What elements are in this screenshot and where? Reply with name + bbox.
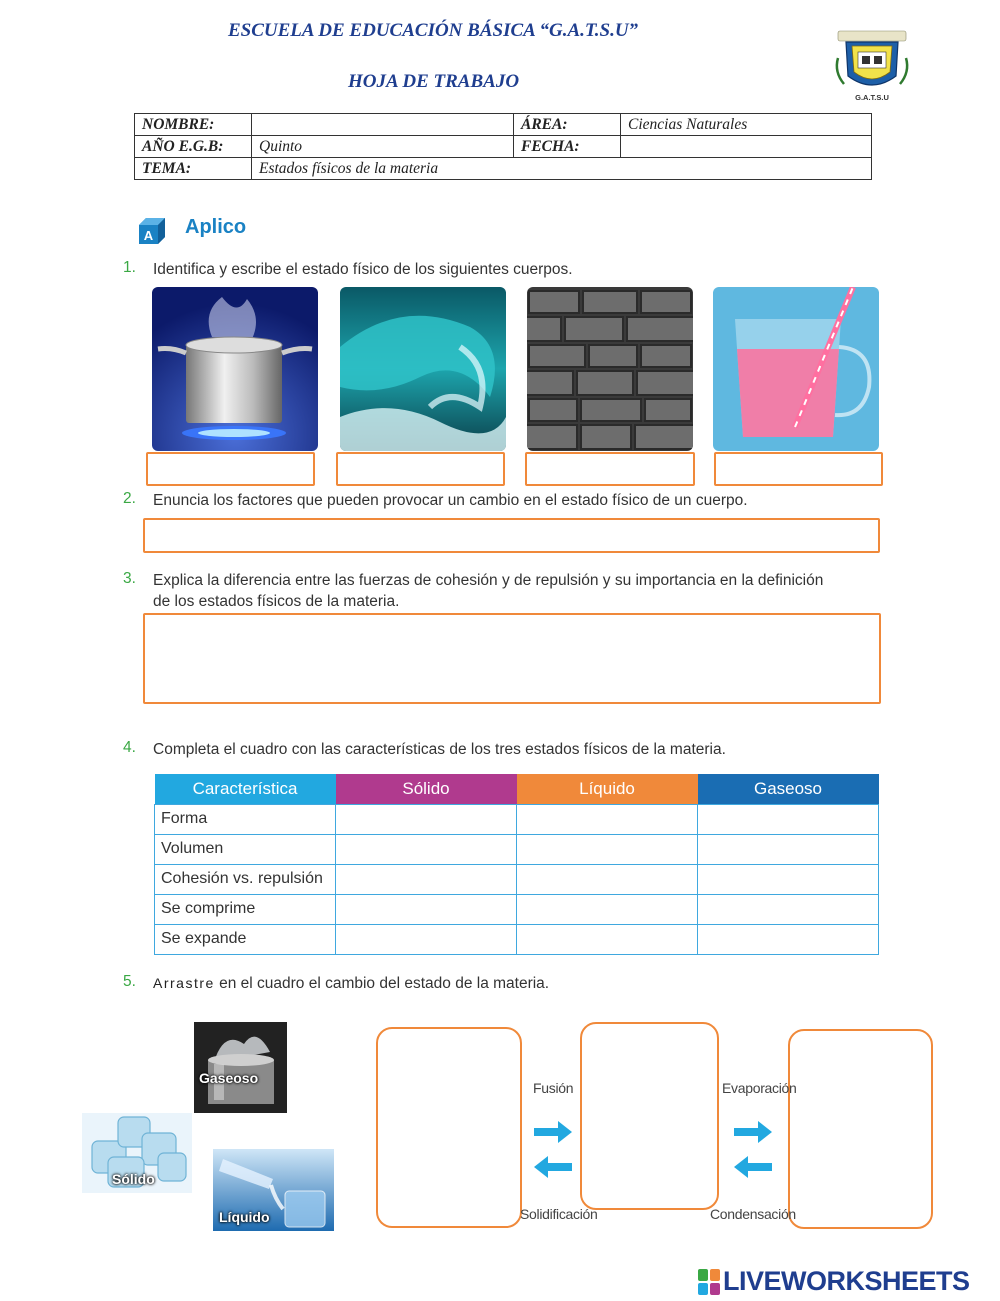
answer-box-wave[interactable] xyxy=(336,452,505,486)
drag-gaseoso-label: Gaseoso xyxy=(199,1070,259,1086)
cell-input[interactable] xyxy=(517,924,698,954)
label-evaporacion: Evaporación xyxy=(722,1080,797,1096)
q5-bold-word: Arrastre xyxy=(153,975,215,991)
q4-number: 4. xyxy=(123,739,136,756)
q2-answer-box[interactable] xyxy=(143,518,880,553)
fecha-value[interactable] xyxy=(621,136,872,158)
q4-text: Completa el cuadro con las características de los tres estados físicos de la materia. xyxy=(153,741,726,758)
cell-input[interactable] xyxy=(517,804,698,834)
q5-number: 5. xyxy=(123,973,136,990)
answer-box-wall[interactable] xyxy=(525,452,695,486)
q2-number: 2. xyxy=(123,490,136,507)
row-label-volumen: Volumen xyxy=(155,834,336,864)
photo-stone-wall xyxy=(527,287,693,451)
cell-input[interactable] xyxy=(517,834,698,864)
table-row xyxy=(155,894,879,924)
drag-solido-label: Sólido xyxy=(112,1171,155,1187)
photo-pink-drink xyxy=(713,287,879,451)
photo-boiling-pot xyxy=(152,287,318,451)
q1-text: Identifica y escribe el estado físico de los siguientes cuerpos. xyxy=(153,261,573,278)
anio-label: AÑO E.G.B: xyxy=(135,136,252,158)
cell-input[interactable] xyxy=(336,864,517,894)
drag-gaseoso[interactable] xyxy=(194,1022,287,1113)
cell-input[interactable] xyxy=(698,894,879,924)
drop-box-3[interactable] xyxy=(788,1029,933,1229)
section-icon-letter: A xyxy=(143,228,154,243)
photo-ocean-wave xyxy=(340,287,506,451)
nombre-value[interactable] xyxy=(252,114,514,136)
drag-liquido-label: Líquido xyxy=(219,1209,270,1225)
cell-input[interactable] xyxy=(517,894,698,924)
liveworksheets-logo xyxy=(697,1266,970,1297)
row-label-cohesion: Cohesión vs. repulsión xyxy=(155,864,336,894)
q3-answer-box[interactable] xyxy=(143,613,881,704)
cell-input[interactable] xyxy=(698,924,879,954)
liveworksheets-text: LIVEWORKSHEETS xyxy=(723,1266,970,1296)
row-label-forma: Forma xyxy=(155,804,336,834)
q3-text-line1: Explica la diferencia entre las fuerzas de cohesión y de repulsión y su importancia en la definición xyxy=(153,572,824,589)
label-solidificacion: Solidificación xyxy=(520,1206,598,1222)
header-solido: Sólido xyxy=(336,774,517,804)
label-condensacion: Condensación xyxy=(710,1206,796,1222)
table-row xyxy=(155,924,879,954)
table-row xyxy=(155,804,879,834)
sheet-title: HOJA DE TRABAJO xyxy=(348,71,520,92)
table-row xyxy=(155,834,879,864)
arrow-left-icon xyxy=(732,1155,774,1184)
row-label-comprime: Se comprime xyxy=(155,894,336,924)
q2-text: Enuncia los factores que pueden provocar un cambio en el estado físico de un cuerpo. xyxy=(153,492,748,509)
q1-number: 1. xyxy=(123,259,136,276)
q3-number: 3. xyxy=(123,570,136,587)
drag-solido[interactable] xyxy=(82,1113,192,1193)
fecha-label: FECHA: xyxy=(514,136,621,158)
area-label: ÁREA: xyxy=(514,114,621,136)
cell-input[interactable] xyxy=(336,804,517,834)
q5-text-rest: en el cuadro el cambio del estado de la materia. xyxy=(214,975,550,992)
cube-icon xyxy=(136,216,166,246)
label-fusion: Fusión xyxy=(533,1080,574,1096)
answer-box-drink[interactable] xyxy=(714,452,883,486)
cell-input[interactable] xyxy=(336,924,517,954)
drop-box-1[interactable] xyxy=(376,1027,522,1228)
cell-input[interactable] xyxy=(517,864,698,894)
section-title: Aplico xyxy=(185,216,247,238)
liveworksheets-icon xyxy=(697,1267,721,1297)
header-gaseoso: Gaseoso xyxy=(698,774,879,804)
q3-text-line2: de los estados físicos de la materia. xyxy=(153,593,400,610)
characteristics-table xyxy=(154,774,879,955)
q5-text xyxy=(153,973,549,994)
arrow-left-icon xyxy=(532,1155,574,1184)
arrow-right-icon xyxy=(732,1120,774,1149)
school-logo xyxy=(832,28,912,104)
row-label-expande: Se expande xyxy=(155,924,336,954)
cell-input[interactable] xyxy=(336,834,517,864)
drag-liquido[interactable] xyxy=(213,1149,334,1231)
school-title: ESCUELA DE EDUCACIÓN BÁSICA “G.A.T.S.U” xyxy=(228,20,639,41)
cell-input[interactable] xyxy=(336,894,517,924)
header-caracteristica: Característica xyxy=(155,774,336,804)
student-info-table xyxy=(134,113,872,180)
anio-value: Quinto xyxy=(252,136,514,158)
arrow-right-icon xyxy=(532,1120,574,1149)
drop-box-2[interactable] xyxy=(580,1022,719,1210)
area-value: Ciencias Naturales xyxy=(621,114,872,136)
nombre-label: NOMBRE: xyxy=(135,114,252,136)
logo-text: G.A.T.S.U xyxy=(855,93,889,102)
header-liquido: Líquido xyxy=(517,774,698,804)
cell-input[interactable] xyxy=(698,834,879,864)
tema-value: Estados físicos de la materia xyxy=(252,158,872,180)
tema-label: TEMA: xyxy=(135,158,252,180)
answer-box-pot[interactable] xyxy=(146,452,315,486)
table-row xyxy=(155,864,879,894)
cell-input[interactable] xyxy=(698,864,879,894)
cell-input[interactable] xyxy=(698,804,879,834)
